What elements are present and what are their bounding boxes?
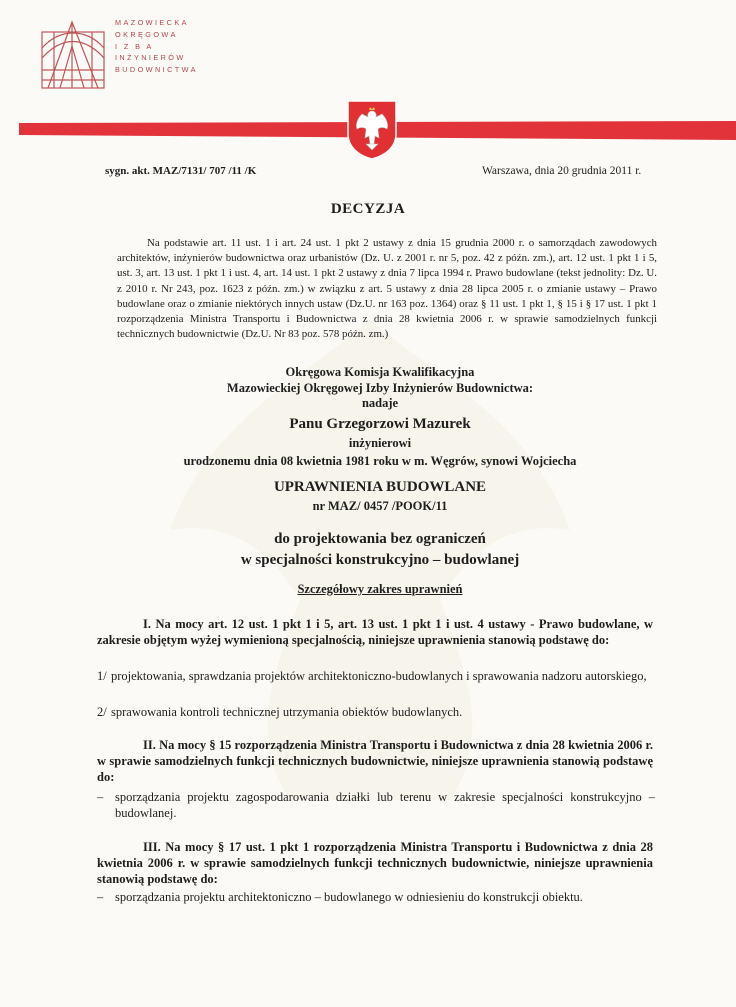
list-item	[97, 789, 655, 821]
list-item	[97, 668, 655, 684]
legal-basis-paragraph: Na podstawie art. 11 ust. 1 i art. 24 ust. 1 pkt 2 ustawy z dnia 15 grudnia 2000 r. o samorządach zawodowych architektów, inżynierów budownictwa oraz urbanistów (Dz. U. z 2001 r. nr 5, poz. 42 z późn. zm.), art. 12 ust. 1 pkt 1 i 5, ust. 3, art. 13 ust. 1 pkt 1 i ust. 4, art. 14 ust. 1 pkt 2 ustawy z dnia 7 lipca 1994 r. Prawo budowlane (tekst jednolity: Dz. U. z 2010 r. Nr 243, poz. 1623 z późn. zm.) w związku z art. 5 ustawy z dnia 28 lipca 2005 r. o zmianie ustawy – Prawo budowlane oraz o zmianie niektórych innych ustaw (Dz.U. nr 163 poz. 1364) oraz § 11 ust. 1 pkt 1, § 15 i § 17 ust. 1 pkt 1 rozporządzenia Ministra Transportu i Budownictwa z dnia 28 kwietnia 2006 r. w sprawie samodzielnych funkcji technicznych budownictwie (Dz.U. Nr 83 poz. 578 późn. zm.)	[117, 237, 657, 341]
list-item-text: sporządzania projektu architektoniczno – budowlanego w odniesieniu do konstrukcji obiektu.	[115, 890, 583, 904]
permit-scope-line: w specjalności konstrukcyjno – budowlanej	[240, 552, 520, 568]
list-marker: –	[97, 890, 104, 904]
chamber-name-line: MAZOWIECKA	[115, 18, 189, 27]
list-marker: –	[97, 790, 104, 804]
list-item-text: sporządzania projektu zagospodarowania działki lub terenu w zakresie specjalności konstrukcyjno – budowlanej.	[115, 790, 655, 820]
grant-verb: nadaje	[361, 396, 399, 410]
list-marker: 2/	[97, 705, 107, 719]
permit-scope-line: do projektowania bez ograniczeń	[274, 531, 486, 547]
coat-of-arms-icon	[344, 98, 400, 161]
permit-title: UPRAWNIENIA BUDOWLANE	[273, 479, 487, 495]
list-marker: 1/	[97, 669, 107, 683]
recipient-birth: urodzonemu dnia 08 kwietnia 1981 roku w m. Węgrów, synowi Wojciecha	[183, 454, 577, 468]
list-item	[97, 889, 655, 905]
recipient-title: inżynierowi	[348, 436, 412, 450]
permit-scope	[140, 529, 620, 571]
list-item-text: sprawowania kontroli technicznej utrzymania obiektów budowlanych.	[111, 705, 463, 719]
commission-name: Okręgowa Komisja Kwalifikacyjna	[285, 365, 475, 379]
issue-date: Warszawa, dnia 20 grudnia 2011 r.	[482, 165, 642, 177]
chamber-name-line: BUDOWNICTWA	[115, 65, 198, 75]
recipient-details	[140, 434, 620, 470]
section-paragraph: II. Na mocy § 15 rozporządzenia Ministra Transportu i Budownictwa z dnia 28 kwietnia 2006 r. w sprawie samodzielnych funkcji technicznych budownictwie, niniejsze uprawnienia stanowią podstawę do:	[97, 738, 653, 784]
case-reference: sygn. akt. MAZ/7131/ 707 /11 /K	[105, 165, 257, 177]
document-title: DECYZJA	[330, 201, 406, 217]
section-paragraph: I. Na mocy art. 12 ust. 1 pkt 1 i 5, art. 13 ust. 1 pkt 1 i ust. 4 ustawy - Prawo budowlane, w zakresie objętym wyżej wymienioną specjalnością, niniejsze uprawnienia stanowią podstawę do:	[97, 617, 653, 647]
list-item-text: projektowania, sprawdzania projektów architektoniczno-budowlanych i sprawowania nadzoru autorskiego,	[111, 669, 647, 683]
chamber-name-line: INŻYNIERÓW	[115, 53, 186, 63]
chamber-name-line: OKRĘGOWA	[115, 29, 178, 39]
recipient-name: Panu Grzegorzowi Mazurek	[289, 416, 471, 432]
chamber-name-line: I Z B A	[115, 41, 154, 51]
list-item	[97, 704, 655, 720]
details-heading: Szczegółowy zakres uprawnień	[297, 582, 463, 596]
commission-block	[140, 365, 620, 412]
commission-chamber: Mazowieckiej Okręgowej Izby Inżynierów Budownictwa:	[226, 380, 534, 395]
permit-number: nr MAZ/ 0457 /POOK/11	[312, 499, 448, 513]
chamber-logo-icon	[40, 18, 106, 90]
section-paragraph: III. Na mocy § 17 ust. 1 pkt 1 rozporządzenia Ministra Transportu i Budownictwa z dnia 28 kwietnia 2006 r. w sprawie samodzielnych funkcji technicznych budownictwie, niniejsze uprawnienia stanowią podstawę do:	[97, 840, 653, 886]
chamber-name	[115, 17, 198, 76]
